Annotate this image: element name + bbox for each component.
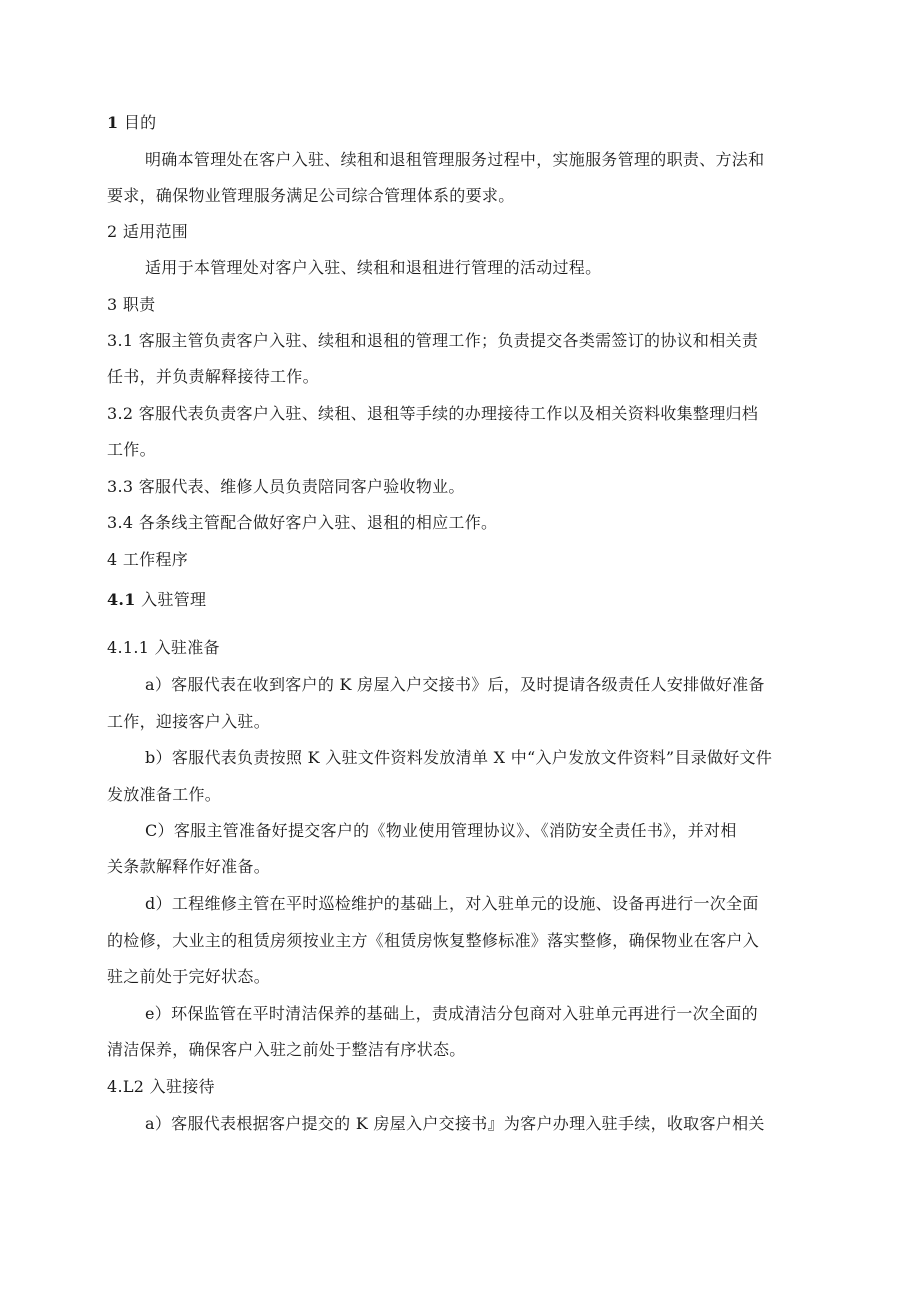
paragraph-line: b）客服代表负责按照 K 入驻文件资料发放清单 X 中“入户发放文件资料”目录做好文件 [145,748,773,767]
section-title: 入驻管理 [141,590,207,609]
section-number: 4.1 [107,590,136,609]
paragraph-line: 驻之前处于完好状态。 [107,967,271,986]
paragraph-line: a）客服代表根据客户提交的 K 房屋入户交接书』为客户办理入驻手续，收取客户相关 [145,1114,765,1133]
paragraph-line: 适用于本管理处对客户入驻、续租和退租进行管理的活动过程。 [145,258,602,277]
paragraph-line: 3.4 各条线主管配合做好客户入驻、退租的相应工作。 [107,513,498,532]
paragraph-line: 的检修，大业主的租赁房须按业主方《租赁房恢复整修标准》落实整修，确保物业在客户入 [107,931,760,950]
paragraph-line: 明确本管理处在客户入驻、续租和退租管理服务过程中，实施服务管理的职责、方法和 [145,150,765,169]
paragraph-line: a）客服代表在收到客户的 K 房屋入户交接书》后，及时提请各级责任人安排做好准备 [145,675,765,694]
section-2-heading: 2 适用范围 [107,222,189,241]
paragraph-line: 要求，确保物业管理服务满足公司综合管理体系的要求。 [107,186,515,205]
section-1-heading [107,113,156,133]
paragraph-line: 工作，迎接客户入驻。 [107,712,271,731]
paragraph-line: 关条款解释作好准备。 [107,857,271,876]
paragraph-line: 发放准备工作。 [107,785,222,804]
paragraph-line: 任书，并负责解释接待工作。 [107,367,319,386]
paragraph-line: 工作。 [107,440,156,459]
section-4-heading: 4 工作程序 [107,550,189,569]
subsection-4-1-1-heading: 4.1.1 入驻准备 [107,638,220,657]
section-title: 目的 [123,113,157,132]
section-number: 1 [107,113,119,132]
section-3-heading: 3 职责 [107,295,156,314]
subsection-4-1-2-heading: 4.L2 入驻接待 [107,1077,215,1096]
paragraph-line: d）工程维修主管在平时巡检维护的基础上，对入驻单元的设施、设备再进行一次全面 [145,894,759,913]
paragraph-line: C）客服主管准备好提交客户的《物业使用管理协议》、《消防安全责任书》，并对相 [145,821,737,840]
paragraph-line: 3.2 客服代表负责客户入驻、续租、退租等手续的办理接待工作以及相关资料收集整理归档 [107,404,759,423]
paragraph-line: 3.3 客服代表、维修人员负责陪同客户验收物业。 [107,477,465,496]
paragraph-line: 清洁保养，确保客户入驻之前处于整洁有序状态。 [107,1040,466,1059]
section-4-1-heading [107,590,206,610]
paragraph-line: 3.1 客服主管负责客户入驻、续租和退租的管理工作；负责提交各类需签订的协议和相关责 [107,331,759,350]
paragraph-line: e）环保监管在平时清洁保养的基础上，责成清洁分包商对入驻单元再进行一次全面的 [145,1004,758,1023]
